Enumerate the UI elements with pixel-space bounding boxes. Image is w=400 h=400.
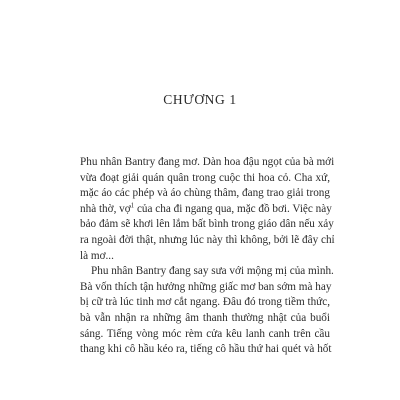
text-line: bà vẫn nhận ra những âm thanh thường nhật của buổi <box>80 311 330 324</box>
text-line: Phu nhân Bantry đang say sưa với mộng mị của mình. <box>91 265 334 278</box>
text-line: là mơ... <box>80 249 114 262</box>
text-line: bảo đảm sẽ khơi lên lắm bất bình trong giáo dân nếu xảy <box>80 218 334 231</box>
text-line: mặc áo các phép và áo chùng thâm, đang trao giải trong <box>80 187 330 200</box>
text-line: Bà vốn thích tận hưởng những giấc mơ ban sớm mà hay <box>80 280 332 293</box>
text-line: thang khi cô hầu kéo ra, tiếng cô hầu thứ hai quét và hốt <box>80 343 332 356</box>
text-line: ra ngoài đời thật, nhưng lúc này thì không, bởi lẽ đây chỉ <box>80 233 335 246</box>
text-fragment: nhà thờ, vợ <box>80 202 131 215</box>
text-line: Phu nhân Bantry đang mơ. Dàn hoa đậu ngọt của bà mới <box>80 156 335 168</box>
text-line: bị cữ trà lúc tinh mơ cắt ngang. Đâu đó trong tiềm thức, <box>80 296 330 309</box>
text-line: sáng. Tiếng vòng móc rèm cửa kêu lanh canh trên cầu <box>80 327 330 340</box>
paragraph-1 <box>80 155 335 264</box>
footnote-marker[interactable]: 1 <box>130 201 135 210</box>
chapter-title: CHƯƠNG 1 <box>163 92 237 107</box>
chapter-body <box>80 155 335 358</box>
text-line: vừa đoạt giải quán quân trong cuộc thi hoa cỏ. Cha xứ, <box>80 171 330 184</box>
text-fragment: của cha đi ngang qua, mặc đồ bơi. Việc này <box>136 202 332 215</box>
text-line-with-footnote <box>80 202 330 218</box>
paragraph-2 <box>80 264 334 358</box>
